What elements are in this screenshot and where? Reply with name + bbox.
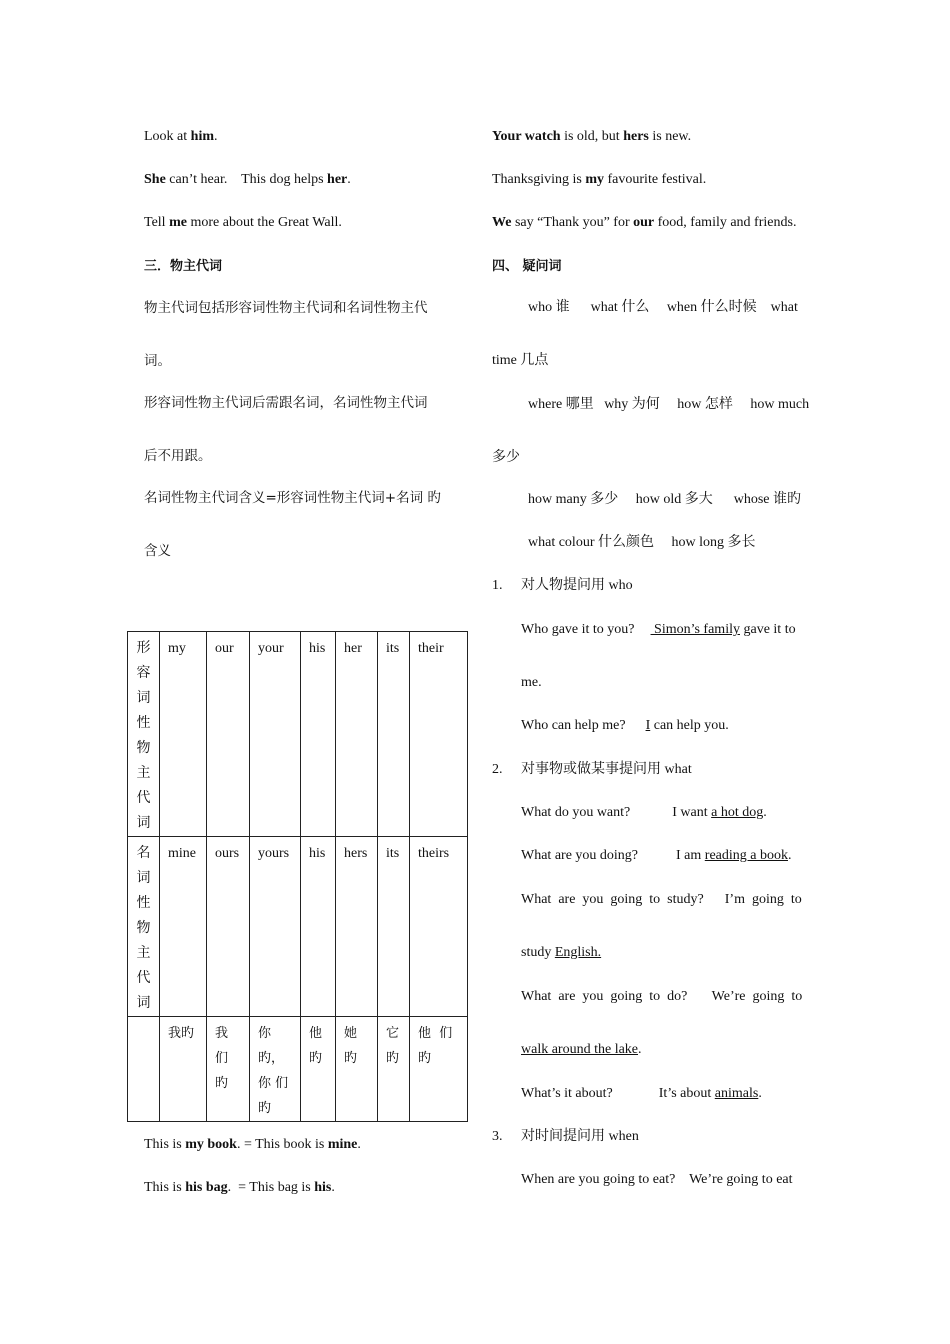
table-cell: 我旳 [160,1017,207,1122]
table-row-meaning [128,1017,468,1122]
list-number-1: 1. [492,578,503,593]
section-1-heading: 对人物提问用 who [521,578,633,593]
table-cell: 我 们 旳 [207,1017,250,1122]
paragraph-3-line-1: 名词性物主代词含义=形容词性物主代词+名词 旳 [144,490,441,506]
table-cell: his [301,837,336,1017]
table-cell: 他 旳 [301,1017,336,1122]
left-line-1: Look at him. [144,129,218,144]
left-line-2: She can’t hear. This dog helps her. [144,172,351,187]
table-cell: theirs [410,837,468,1017]
right-line-3: We say “Thank you” for our food, family and friends. [492,215,797,230]
section-2-example-4: What are you going to do? We’re going to [521,989,803,1004]
question-words-line-3: where 哪里 why 为何 how 怎样 how much [528,397,810,412]
possessive-pronoun-table [127,631,468,1122]
table-cell: 你 旳， 你 们 旳 [250,1017,301,1122]
section-2-heading: 对事物或做某事提问用 what [521,762,692,777]
table-cell: their [410,632,468,837]
table-cell: ours [207,837,250,1017]
question-words-line-5: how many 多少 how old 多大 whose 谁旳 [528,492,801,507]
section-1-example-1: Who gave it to you? Simon’s family gave it to [521,622,796,637]
example-line-2: This is his bag. = This bag is his. [144,1180,335,1195]
section-2-example-3-cont: study English. [521,945,602,960]
paragraph-2-line-2: 后不用跟。 [144,448,212,464]
question-words-line-4: 多少 [492,450,520,465]
section-2-example-5: What’s it about? It’s about animals. [521,1086,762,1101]
question-words-line-1: who 谁 what 什么 when 什么时候 what [528,300,798,315]
table-cell: hers [336,837,378,1017]
section-2-example-1: What do you want? I want a hot dog. [521,805,767,820]
row-label-noun: 名 词 性 物 主 代 词 [128,837,160,1017]
table-row-noun [128,837,468,1017]
table-cell: our [207,632,250,837]
list-number-2: 2. [492,762,503,777]
question-words-line-6: what colour 什么颜色 how long 多长 [528,535,756,550]
paragraph-1-line-2: 词。 [144,353,171,369]
section-3-example-1: When are you going to eat? We’re going to eat [521,1172,793,1187]
table-cell: mine [160,837,207,1017]
section-2-example-4-cont: walk around the lake. [521,1042,642,1057]
row-label-empty [128,1017,160,1122]
table-cell: its [378,837,410,1017]
paragraph-1-line-1: 物主代词包括形容词性物主代词和名词性物主代 [144,300,428,316]
table-cell: my [160,632,207,837]
section-1-example-1-cont: me. [521,675,542,690]
table-cell: its [378,632,410,837]
table-cell: his [301,632,336,837]
left-line-3: Tell me more about the Great Wall. [144,215,342,230]
section-3-heading: 对时间提问用 when [521,1129,639,1144]
section-2-example-2: What are you doing? I am reading a book. [521,848,792,863]
right-line-2: Thanksgiving is my favourite festival. [492,172,707,187]
section-1-example-2: Who can help me? I can help you. [521,718,729,733]
table-cell: 她 旳 [336,1017,378,1122]
section-heading-4: 四、 疑问词 [492,259,562,274]
example-line-1: This is my book. = This book is mine. [144,1137,361,1152]
list-number-3: 3. [492,1129,503,1144]
question-words-line-2: time 几点 [492,353,549,368]
section-2-example-3: What are you going to study? I’m going to [521,892,802,907]
right-line-1: Your watch is old, but hers is new. [492,129,692,144]
paragraph-3-line-2: 含义 [144,543,171,559]
section-heading-3: 三．物主代词 [144,259,223,274]
paragraph-2-line-1: 形容词性物主代词后需跟名词，名词性物主代词 [144,395,428,411]
table-cell: 它 旳 [378,1017,410,1122]
table-cell: your [250,632,301,837]
row-label-adjective: 形 容 词 性 物 主 代 词 [128,632,160,837]
table-cell: yours [250,837,301,1017]
table-row-adjective [128,632,468,837]
table-cell: her [336,632,378,837]
table-cell: 他 们 旳 [410,1017,468,1122]
